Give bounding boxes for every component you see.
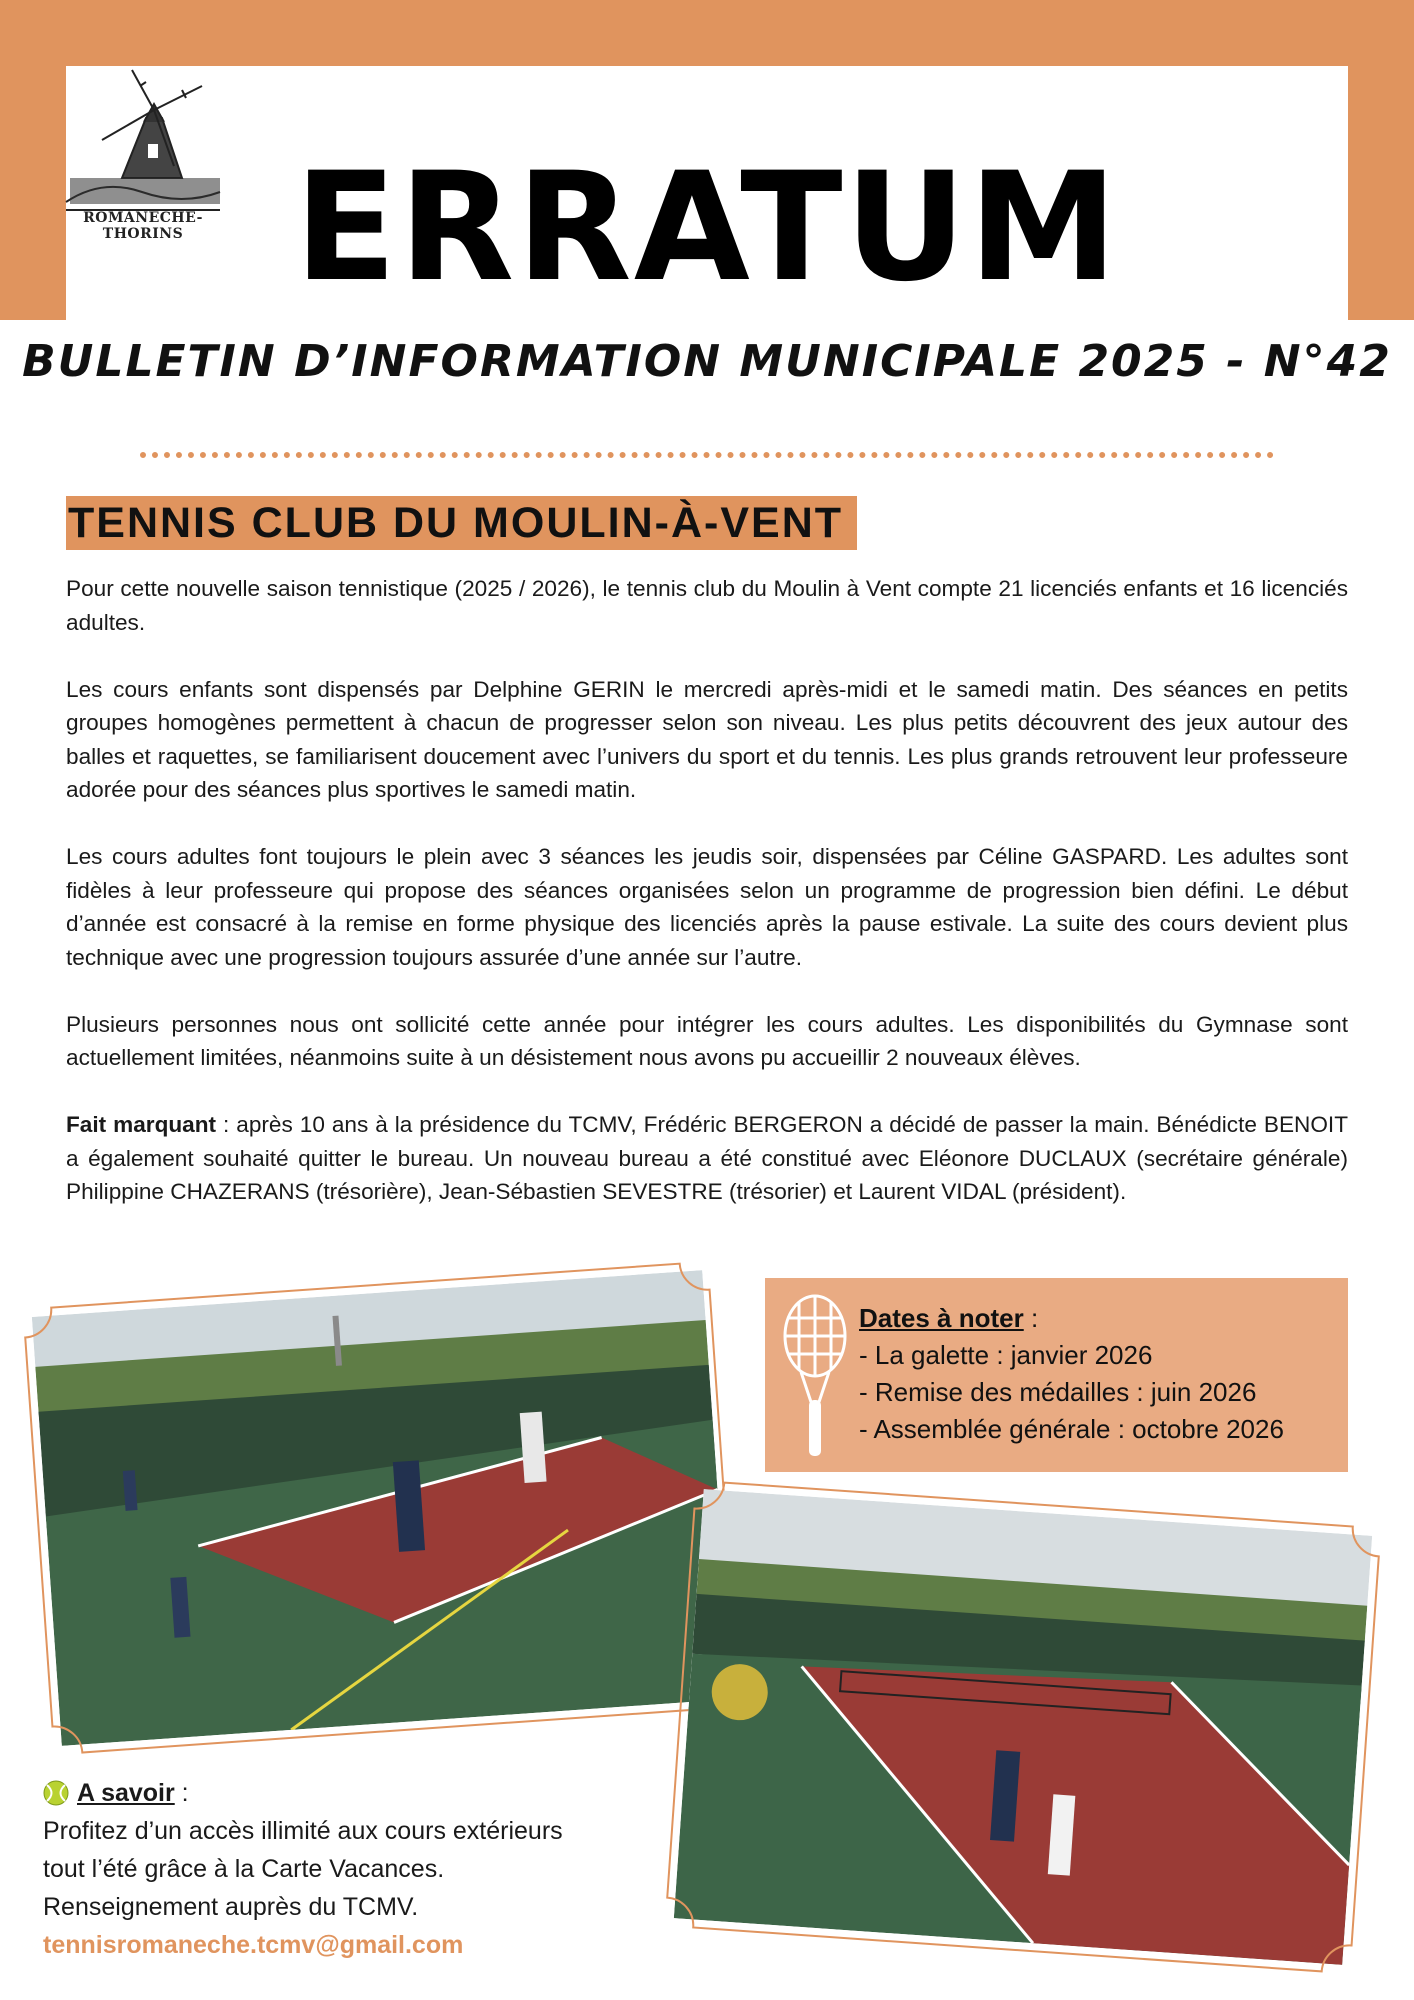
section-title: TENNIS CLUB DU MOULIN-À-VENT — [66, 496, 857, 550]
page-title: ERRATUM — [294, 141, 1120, 315]
dates-box — [765, 1278, 1348, 1472]
date-item-medailles: - Remise des médailles : juin 2026 — [859, 1377, 1257, 1407]
tennis-photo-children — [32, 1270, 732, 1746]
fait-marquant-label: Fait marquant — [66, 1112, 217, 1137]
fait-marquant-text: : après 10 ans à la présidence du TCMV, Frédéric BERGERON a décidé de passer la main. Bénédicte BENOIT a également souhaité quitter le bureau. Un nouveau bureau a été constitué avec Eléonore DUCLAUX (secrétaire générale) Philippine CHAZERANS (trésorière), Jean-Sébastien SEVESTRE (trésorier) et Laurent VIDAL (président). — [66, 1112, 1348, 1204]
dates-heading-suffix: : — [1023, 1303, 1039, 1333]
article-body — [66, 572, 1348, 1242]
contact-email-link[interactable]: tennisromaneche.tcmv@gmail.com — [43, 1931, 464, 1959]
paragraph-fait-marquant — [66, 1108, 1348, 1209]
info-block — [43, 1774, 663, 1964]
dates-heading: Dates à noter — [859, 1303, 1024, 1333]
tennis-ball-icon — [43, 1780, 69, 1806]
date-item-assemblee: - Assemblée générale : octobre 2026 — [859, 1414, 1284, 1444]
bulletin-subtitle: BULLETIN D’INFORMATION MUNICIPALE 2025 - N°42 — [22, 336, 1392, 387]
savoir-line-3: Renseignement auprès du TCMV. — [43, 1893, 419, 1921]
dotted-divider — [140, 452, 1274, 458]
savoir-line-1: Profitez d’un accès illimité aux cours extérieurs — [43, 1817, 563, 1845]
tennis-racket-icon — [779, 1292, 851, 1462]
paragraph-cours-enfants: Les cours enfants sont dispensés par Delphine GERIN le mercredi après-midi et le samedi matin. Des séances en petits groupes homogènes permettent à chacun de progresser selon son niveau. Les plus petits découvrent des jeux autour des balles et raquettes, se familiarisent doucement avec l’univers du sport et du tennis. Les plus grands retrouvent leur professeure adorée pour des séances plus sportives le samedi matin. — [66, 676, 1348, 802]
date-item-galette: - La galette : janvier 2026 — [859, 1340, 1153, 1370]
dates-list — [859, 1300, 1284, 1448]
logo-caption: ROMANÈCHE-THORINS — [83, 210, 203, 242]
paragraph-cours-adultes: Les cours adultes font toujours le plein avec 3 séances les jeudis soir, dispensées par Céline GASPARD. Les adultes sont fidèles à leur professeure qui propose des séances organisées selon un programme de progression bien défini. Le début d’année est consacré à la remise en forme physique des licenciés après la pause estivale. La suite des cours devient plus technique avec une progression toujours assurée d’une année sur l’autre. — [66, 844, 1348, 970]
savoir-line-2: tout l’été grâce à la Carte Vacances. — [43, 1855, 445, 1883]
paragraph-inscriptions: Plusieurs personnes nous ont sollicité cette année pour intégrer les cours adultes. Les disponibilités du Gymnase sont actuellement limitées, néanmoins suite à un désistement nous avons pu accueillir 2 nouveaux élèves. — [66, 1011, 1348, 1070]
savoir-heading-suffix: : — [174, 1779, 189, 1807]
tennis-photo-adults — [674, 1489, 1372, 1965]
savoir-heading: A savoir — [77, 1779, 175, 1807]
paragraph-licences: Pour cette nouvelle saison tennistique (2025 / 2026), le tennis club du Moulin à Vent compte 21 licenciés enfants et 16 licenciés adultes. — [66, 576, 1348, 635]
